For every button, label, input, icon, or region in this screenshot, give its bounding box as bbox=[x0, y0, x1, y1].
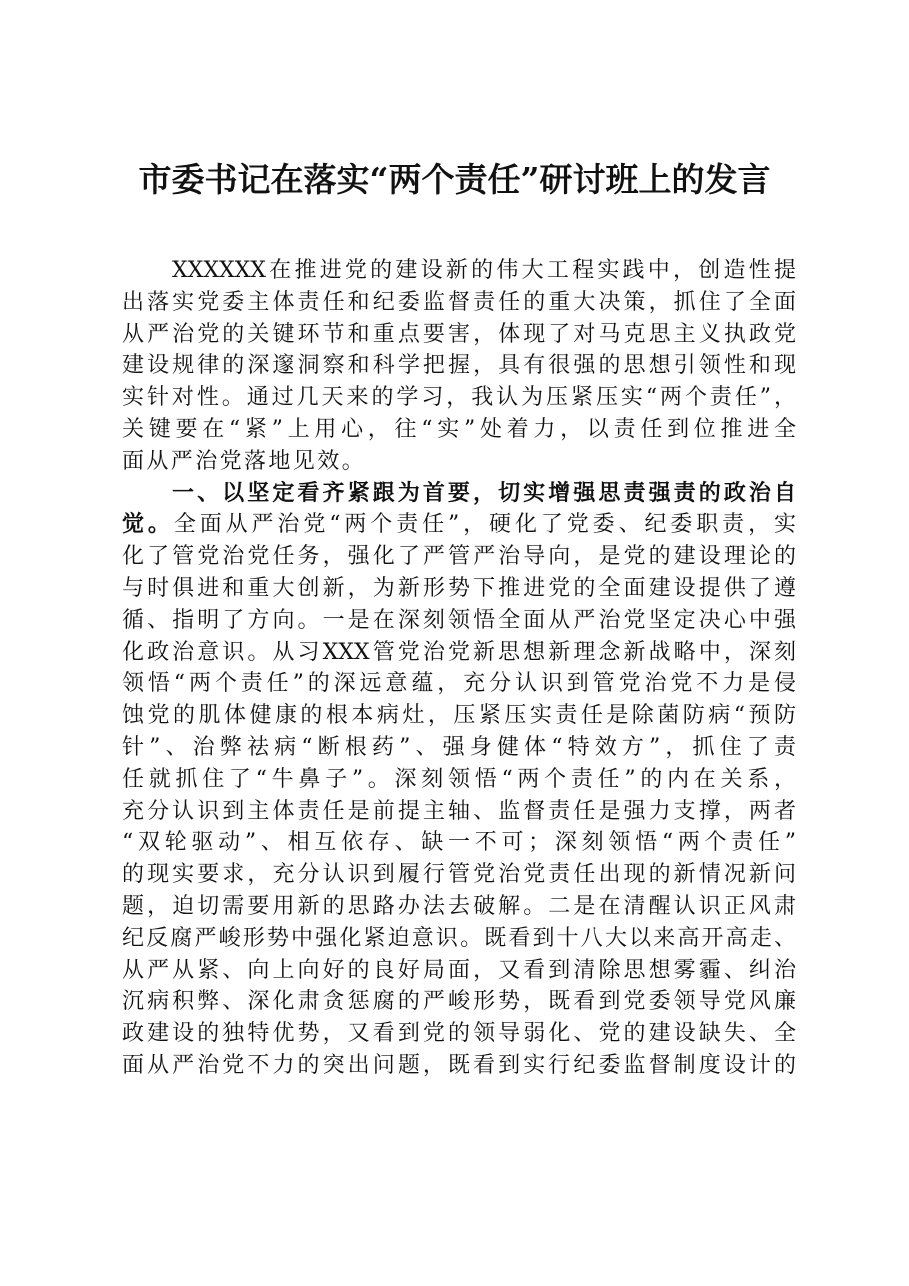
text-line: 针”、治弊祛病“断根药”、强身健体“特效方”，抓住了责 bbox=[122, 734, 796, 760]
text-line: 化政治意识。从习XXX管党治党新思想新理念新战略中，深刻 bbox=[122, 639, 796, 665]
text-line: 面从严治党落地见效。 bbox=[122, 448, 367, 474]
section-heading-end: 觉。 bbox=[122, 511, 174, 538]
text-line: 与时俱进和重大创新，为新形势下推进党的全面建设提供了遵 bbox=[122, 575, 796, 601]
text-line: “双轮驱动”、相互依存、缺一不可；深刻领悟“两个责任” bbox=[122, 830, 796, 856]
text-line-rest: 全面从严治党“两个责任”，硬化了党委、纪委职责，实 bbox=[173, 512, 796, 538]
text-line: 化了管党治党任务，强化了严管严治导向，是党的建设理论的 bbox=[122, 544, 796, 570]
text-line: 的现实要求，充分认识到履行管党治党责任出现的新情况新问 bbox=[122, 862, 796, 888]
text-line: 面从严治党不力的突出问题，既看到实行纪委监督制度设计的 bbox=[122, 1052, 796, 1078]
text-line: 充分认识到主体责任是前提主轴、监督责任是强力支撑，两者 bbox=[122, 798, 796, 824]
text-line: 关键要在“紧”上用心，往“实”处着力，以责任到位推进全 bbox=[122, 416, 796, 442]
text-line bbox=[122, 509, 796, 541]
text-line: 实针对性。通过几天来的学习，我认为压紧压实“两个责任”， bbox=[122, 385, 796, 411]
text-line: 领悟“两个责任”的深远意蕴，充分认识到管党治党不力是侵 bbox=[122, 671, 796, 697]
text-line: 题，迫切需要用新的思路办法去破解。二是在清醒认识正风肃 bbox=[122, 893, 796, 919]
text-line: 政建设的独特优势，又看到党的领导弱化、党的建设缺失、全 bbox=[122, 1021, 796, 1047]
text-line: 蚀党的肌体健康的根本病灶，压紧压实责任是除菌防病“预防 bbox=[122, 703, 796, 729]
document-body bbox=[122, 255, 796, 1082]
document-title: 市委书记在落实“两个责任”研讨班上的发言 bbox=[138, 160, 771, 199]
paragraph-1 bbox=[122, 255, 796, 478]
text-line: 纪反腐严峻形势中强化紧迫意识。既看到十八大以来高开高走、 bbox=[122, 925, 796, 951]
text-line: 从严从紧、向上向好的良好局面，又看到清除思想雾霾、纠治 bbox=[122, 957, 796, 983]
text-line: 出落实党委主体责任和纪委监督责任的重大决策，抓住了全面 bbox=[122, 289, 796, 315]
text-line: XXXXXX在推进党的建设新的伟大工程实践中，创造性提 bbox=[172, 258, 796, 283]
text-line: 循、指明了方向。一是在深刻领悟全面从严治党坚定决心中强 bbox=[122, 607, 796, 633]
section-heading-line: 一、以坚定看齐紧跟为首要，切实增强思责强责的政治自 bbox=[172, 479, 796, 506]
paragraph-2 bbox=[122, 478, 796, 1082]
text-line: 任就抓住了“牛鼻子”。深刻领悟“两个责任”的内在关系， bbox=[122, 766, 796, 792]
text-line: 从严治党的关键环节和重点要害，体现了对马克思主义执政党 bbox=[122, 321, 796, 347]
text-line: 沉病积弊、深化肃贪惩腐的严峻形势，既看到党委领导党风廉 bbox=[122, 989, 796, 1015]
text-line: 建设规律的深邃洞察和科学把握，具有很强的思想引领性和现 bbox=[122, 353, 796, 379]
